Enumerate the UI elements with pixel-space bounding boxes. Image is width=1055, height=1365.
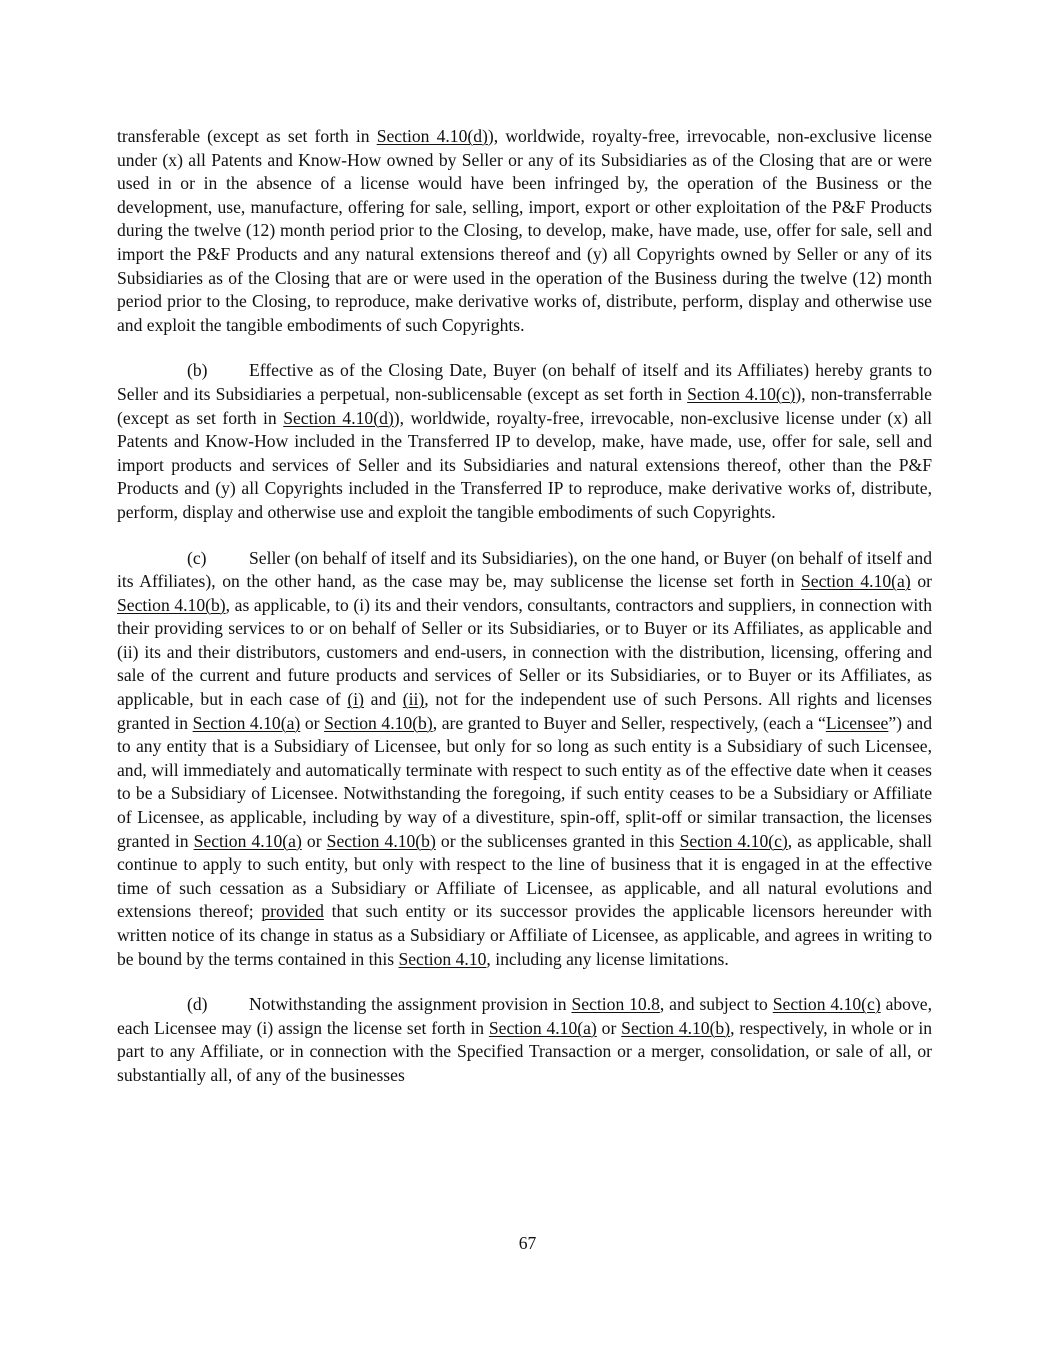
section-reference: Section 10.8 (571, 994, 660, 1015)
paragraph-label: (d) (187, 994, 208, 1015)
text-run: , not for the independent use of such Persons. All rights and licenses granted in (117, 689, 932, 733)
paragraph-label: (c) (187, 547, 207, 568)
section-reference: Section 4.10(b) (326, 830, 436, 851)
text-run: ), worldwide, royalty-free, irrevocable, non-exclusive license under (x) all Patents and Know-How included in the Transferred IP to develop, make, have made, use, offer for sale, sell and import products and services of Seller and its Subsidiaries and natural extensions thereof, other than the P&F Products and (y) all Copyrights included in the Transferred IP to reproduce, make derivative works of, distribute, perform, display and otherwise use and exploit the tangible embodiments of such Copyrights. (117, 407, 932, 522)
section-reference: Section 4.10 (398, 948, 487, 969)
text-run: or (596, 1017, 622, 1038)
paragraph-c (117, 547, 932, 972)
text-run: Effective as of the Closing Date, Buyer (on behalf of itself and its Affiliates) hereby grants to Seller and its Subsidiaries a perpetual, non-sublicensable (except as set forth in (117, 360, 932, 404)
text-run: or (910, 571, 932, 592)
text-run: Notwithstanding the assignment provision in (249, 994, 572, 1015)
text-run: and (363, 689, 403, 710)
page-number: 67 (518, 1233, 537, 1253)
text-run: or (301, 830, 327, 851)
section-reference: Section 4.10(d) (376, 126, 488, 146)
text-run: ), non-transferrable (except as set forth in (117, 383, 932, 428)
document-page (117, 125, 932, 1088)
section-reference: Section 4.10(b) (621, 1017, 731, 1038)
paragraph-label: (b) (187, 360, 208, 381)
clause-reference: (ii) (402, 689, 425, 710)
text-run: ”) and to any entity that is a Subsidiary of Licensee, but only for so long as such entity is a Subsidiary of such Licensee, and, will immediately and automatically terminate with respect to such entity as of the effective date when it ceases to be a Subsidiary of Licensee. Notwithstanding the foregoing, if such entity ceases to be a Subsidiary or Affiliate of Licensee, as applicable, including by way of a divestiture, spin-off, split-off or similar transaction, the licenses granted in (117, 712, 932, 851)
text-run: or the sublicenses granted in this (435, 830, 680, 851)
clause-reference: (i) (347, 689, 364, 710)
emphasized-term: provided (261, 901, 324, 922)
text-run: , respectively, in whole or in part to any Affiliate, or in connection with the Specified Transaction or a merger, consolidation, or sale of all, or substantially all, of any of the businesses (117, 1017, 932, 1085)
text-run: , as applicable, shall continue to apply to such entity, but only with respect to the line of business that it is engaged in at the effective time of such cessation as a Subsidiary or Affiliate of Licensee, as applicable, and all natural evolutions and extensions thereof; (117, 830, 933, 922)
defined-term: Licensee (825, 712, 889, 733)
text-run: , are granted to Buyer and Seller, respectively, (each a “ (432, 712, 826, 733)
section-reference: Section 4.10(c) (679, 830, 788, 851)
section-reference: Section 4.10(b) (324, 712, 433, 733)
paragraph-a-continuation (117, 125, 932, 337)
text-run: that such entity or its successor provides the applicable licensors hereunder with written notice of its change in status as a Subsidiary or Affiliate of Licensee, as applicable, and agrees in writing to be bound by the terms contained in this (117, 901, 932, 969)
text-run: , and subject to (659, 994, 773, 1015)
section-reference: Section 4.10(d) (283, 407, 394, 428)
section-reference: Section 4.10(c) (772, 994, 881, 1015)
text-run: , including any license limitations. (486, 948, 729, 969)
section-reference: Section 4.10(a) (192, 712, 301, 733)
text-run: above, each Licensee may (i) assign the license set forth in (117, 994, 932, 1038)
text-run: , as applicable, to (i) its and their vendors, consultants, contractors and suppliers, in connection with their providing services to or on behalf of Seller or its Subsidiaries, or to Buyer or its Affiliates, as applicable and (ii) its and their distributors, customers and end-users, in connection with the distribution, licensing, offering and sale of the current and future products and services of Seller or its Subsidiaries, or to Buyer or its Affiliates, as applicable, but in each case of (117, 594, 932, 710)
section-reference: Section 4.10(a) (193, 830, 302, 851)
section-reference: Section 4.10(b) (117, 594, 226, 615)
text-run: Seller (on behalf of itself and its Subsidiaries), on the one hand, or Buyer (on behalf of itself and its Affiliates), on the other hand, as the case may be, may sublicense the license set forth in (117, 547, 932, 592)
section-reference: Section 4.10(a) (801, 571, 911, 592)
section-reference: Section 4.10(a) (488, 1017, 597, 1038)
text-run: transferable (except as set forth in (117, 126, 377, 146)
text-run: or (300, 712, 325, 733)
paragraph-b (117, 359, 932, 524)
section-reference: Section 4.10(c) (687, 383, 796, 404)
paragraph-d (117, 993, 932, 1087)
text-run: ), worldwide, royalty-free, irrevocable, non-exclusive license under (x) all Patents and Know-How owned by Seller or any of its Subsidiaries as of the Closing that are or were used in or in the absence of a license would have been infringed by, the operation of the Business or the development, use, manufacture, offering for sale, selling, import, export or other exploitation of the P&F Products during the twelve (12) month period prior to the Closing, to develop, make, have made, use, offer for sale, sell and import the P&F Products and any natural extensions thereof and (y) all Copyrights owned by Seller or any of its Subsidiaries as of the Closing that are or were used in the operation of the Business during the twelve (12) month period prior to the Closing, to reproduce, make derivative works of, distribute, perform, display and otherwise use and exploit the tangible embodiments of such Copyrights. (117, 126, 932, 335)
